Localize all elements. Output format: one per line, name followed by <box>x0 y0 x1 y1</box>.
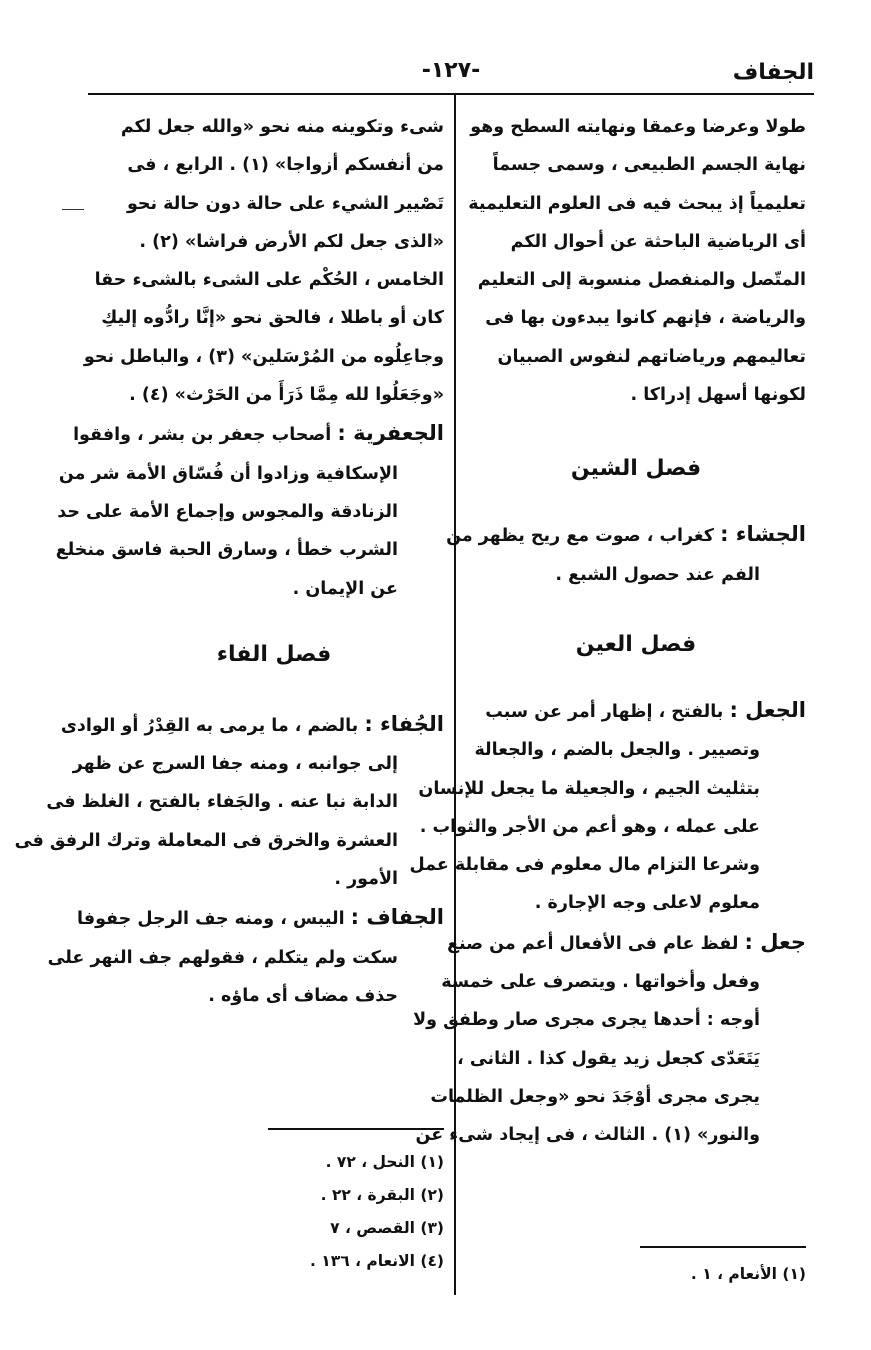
text-line: من أنفسكم أزواجا» (١) . الرابع ، فى <box>127 155 444 176</box>
entry-jushaa <box>446 515 806 594</box>
entry-jaal <box>409 691 806 923</box>
text-line: معلوم لاعلى وجه الإجارة . <box>534 893 760 914</box>
footnote-rule-right <box>640 1246 806 1248</box>
text-line: يَتَعَدّى كجعل زيد يقول كذا . الثانى ، <box>457 1048 760 1069</box>
text-line: الخامس ، الحُكْم على الشىء بالشىء حقا <box>94 270 444 291</box>
text-line: الإسكافية وزادوا أن فُسّاق الأمة شر من <box>58 463 398 484</box>
text-line: «وجَعَلُوا لله مِمَّا ذَرَأَ من الحَرْث» (٤) . <box>129 385 444 406</box>
text-line: والرياضة ، فإنهم كانوا يبدءون بها فى <box>485 308 806 329</box>
entry-term: الجعل : <box>729 697 806 722</box>
text-line: الزنادقة والمجوس وإجماع الأمة على حد <box>57 501 398 522</box>
text-line: سكت ولم يتكلم ، فقولهم جف النهر على <box>47 947 398 968</box>
footnotes-left <box>104 1146 444 1278</box>
text-line: تعليمياً إذ يبحث فيه فى العلوم التعليمية <box>468 193 806 214</box>
text-line: نهاية الجسم الطبيعى ، وسمى جسماً <box>492 155 806 176</box>
page-header <box>88 58 814 94</box>
text-line: «الذى جعل لكم الأرض فراشا» (٢) . <box>139 231 444 252</box>
section-heading-shin: فصل الشين <box>570 456 702 482</box>
entry-term: الجُفاء : <box>364 711 444 736</box>
page-number: -١٢٧- <box>421 58 481 83</box>
entry-jaala <box>413 923 806 1155</box>
text-line: بالضم ، ما يرمى به القِدْرُ أو الوادى <box>60 715 359 736</box>
header-rule <box>88 93 814 95</box>
text-line: المتّصل والمنفصل منسوبة إلى التعليم <box>477 270 806 291</box>
footnote: (٢) البقرة ، ٢٢ . <box>320 1186 444 1204</box>
text-line: أصحاب جعفر بن بشر ، وافقوا <box>73 425 332 446</box>
entry-jafariya <box>55 414 444 607</box>
text-line: وفعل وأخواتها . ويتصرف على خمسة <box>441 972 760 993</box>
text-line: وتصيير . والجعل بالضم ، والجعالة <box>474 740 760 761</box>
right-block1 <box>466 108 806 414</box>
entry-jafaf <box>47 898 444 1015</box>
entry-jufaa <box>14 705 444 898</box>
left-column <box>14 108 444 1015</box>
text-line: والنور» (١) . الثالث ، فى إيجاد شىء عن <box>415 1125 760 1146</box>
text-line: على عمله ، وهو أعم من الأجر والثواب . <box>419 816 760 837</box>
text-line: أى الرياضية الباحثة عن أحوال الكم <box>510 231 806 252</box>
footnote: (١) الأنعام ، ١ . <box>690 1265 806 1283</box>
text-line: طولا وعرضا وعمقا ونهايته السطح وهو <box>470 117 806 137</box>
footnotes-right <box>466 1258 806 1291</box>
entry-term: الجفاف : <box>350 905 444 930</box>
text-line: اليبس ، ومنه جف الرجل جفوفا <box>77 909 345 930</box>
footnote: (٤) الانعام ، ١٣٦ . <box>309 1252 444 1270</box>
text-line: الدابة نبا عنه . والجَفاء بالفتح ، الغلظ فى <box>46 792 398 813</box>
text-line: كغراب ، صوت مع ريح يظهر من <box>446 526 714 547</box>
running-head-word: الجفاف <box>732 60 814 85</box>
right-column <box>409 108 806 1155</box>
text-line: يجرى مجرى أوْجَدَ نحو «وجعل الظلمات <box>430 1086 760 1107</box>
text-line: الأمور . <box>334 869 398 890</box>
text-line: وشرعا التزام مال معلوم فى مقابلة عمل <box>409 855 760 876</box>
text-line: شىء وتكوينه منه نحو «والله جعل لكم <box>120 117 444 137</box>
entry-term: الجعفرية : <box>337 421 444 446</box>
text-line: وجاعِلُوه من المُرْسَلين» (٣) ، والباطل نحو <box>83 346 444 367</box>
text-line: بتثليث الجيم ، والجعيلة ما يجعل للإنسان <box>418 778 760 799</box>
text-line: الشرب خطأ ، وسارق الحبة فاسق منخلع <box>55 540 398 561</box>
text-line: تعاليمهم ورياضاتهم لنفوس الصبيان <box>497 346 806 367</box>
footnote: (١) النحل ، ٧٢ . <box>325 1153 444 1171</box>
section-heading-fa: فصل الفاء <box>216 641 332 667</box>
text-line: عن الإيمان . <box>292 578 398 599</box>
entry-term: جعل : <box>744 929 806 954</box>
left-block1 <box>83 108 444 414</box>
section-heading-ayn: فصل العين <box>575 631 697 657</box>
text-line: لكونها أسهل إدراكا . <box>630 385 806 406</box>
text-line: الفم عند حصول الشبع . <box>555 564 760 585</box>
text-line: إلى جوانبه ، ومنه جفا السرج عن ظهر <box>72 754 398 775</box>
text-line: بالفتح ، إظهار أمر عن سبب <box>485 701 724 722</box>
margin-mark <box>62 209 84 210</box>
text-line: أوجه : أحدها يجرى مجرى صار وطفق ولا <box>413 1010 760 1031</box>
text-line: العشرة والخرق فى المعاملة وترك الرفق فى <box>14 830 398 851</box>
text-line: كان أو باطلا ، فالحق نحو «إنَّا رادُّوه إليكِ <box>101 308 444 329</box>
footnote-rule-left <box>268 1128 444 1130</box>
text-line: حذف مضاف أى ماؤه . <box>208 985 398 1006</box>
text-line: تَصْيير الشيء على حالة دون حالة نحو <box>126 193 444 214</box>
footnote: (٣) القصص ، ٧ <box>330 1219 444 1237</box>
entry-term: الجشاء : <box>720 522 806 547</box>
text-line: لفظ عام فى الأفعال أعم من صنع <box>447 933 739 954</box>
